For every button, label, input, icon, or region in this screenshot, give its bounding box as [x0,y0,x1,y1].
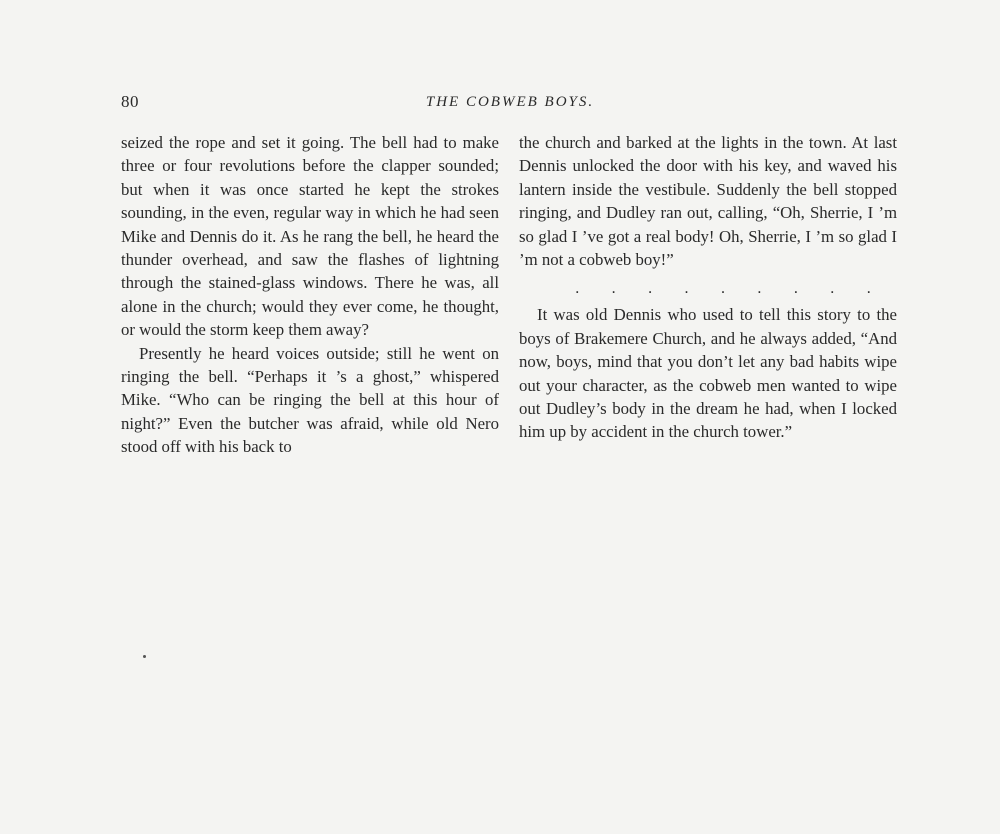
break-dot: . [648,280,653,298]
right-column [519,131,897,444]
break-dot: . [684,280,689,298]
running-title: THE COBWEB BOYS. [425,94,595,110]
paragraph: Presently he heard voices outside; still he went on ringing the bell. “Perhaps it ’s a ghost,” whispered Mike. “Who can be ringing the bell at this hour of night?” Even the butcher was afraid, while old Nero stood off with his back to [121,343,499,457]
break-dot: . [611,280,616,298]
break-dot: . [757,280,762,298]
left-column [121,131,499,459]
break-dot: . [720,280,725,298]
paragraph-continued: the church and barked at the lights in the town. At last Dennis unlocked the door with his key, and waved his lantern inside the vestibule. Suddenly the bell stopped ringing, and Dudley ran out, calling, “Oh, Sherrie, I ’m so glad I ’ve got a real body! Oh, Sherrie, I ’m so glad I ’m not a cobweb boy!” [519,133,897,270]
page-number: 80 [121,92,139,111]
ink-speck [143,655,146,658]
break-dot: . [830,280,835,298]
section-break [519,277,897,301]
paragraph: It was old Dennis who used to tell this story to the boys of Brakemere Church, and he always added, “And now, boys, mind that you don’t let any bad habits wipe out your character, as the cobweb men wanted to wipe out Dudley’s body in the dream he had, when I locked him up by accident in the church tower.” [519,305,897,442]
break-dot: . [793,280,798,298]
paragraph-continued: seized the rope and set it going. The bell had to make three or four revolutions before the clapper sounded; but when it was once started he kept the strokes sounding, in the even, regular way in which he had seen Mike and Dennis do it. As he rang the bell, he heard the thunder overhead, and saw the flashes of lightning through the stained-glass windows. There he was, all alone in the church; would they ever come, he thought, or would the storm keep them away? [121,133,499,340]
break-dot: . [575,280,580,298]
break-dot: . [866,280,871,298]
